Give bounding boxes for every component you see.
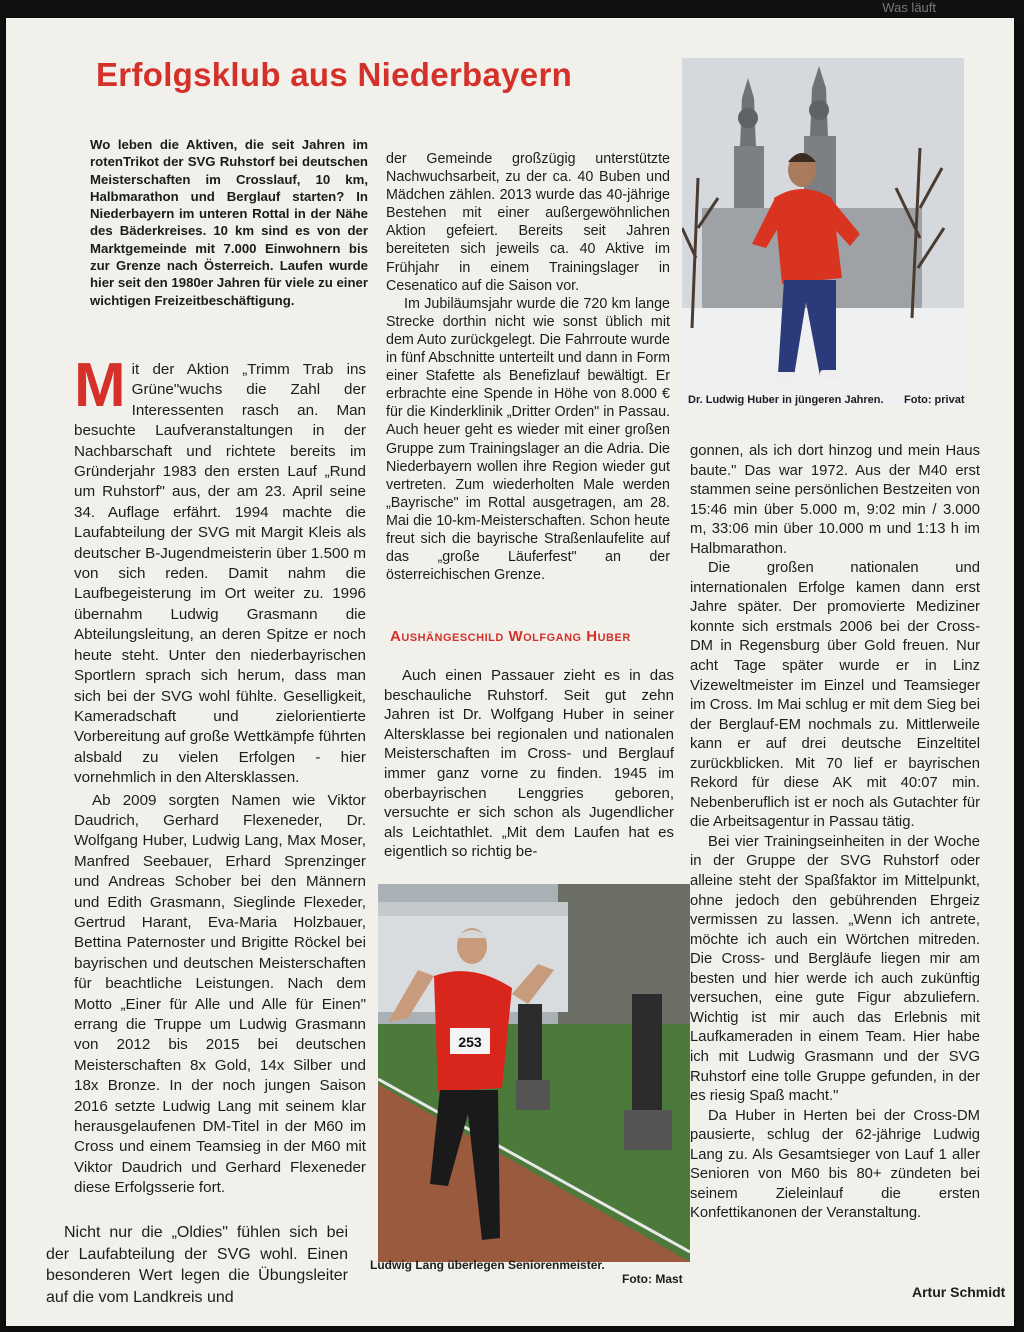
column-1-bottom bbox=[46, 1222, 348, 1308]
col3-paragraph-1: gonnen, als ich dort hinzog und mein Haus baute." Das war 1972. Aus der M40 erst stammen seine persönlichen Bestzeiten von 15:46 min über 5.000 m, 9:02 min / 3.000 m, 33:06 min über 10.000 m und 1:13 h im Halbmarathon. bbox=[690, 443, 980, 557]
intro-text: Wo leben die Aktiven, die seit Jahren im rotenTrikot der SVG Ruhstorf bei deutschen Meisterschaften im Crosslauf, 10 km, Halbmarathon und Berglauf starten? In Niederbayern im unteren Rottal in der Nähe des Bäderkreises. 10 km sind es von der Marktgemeinde mit 7.000 Einwohnern bis zur Grenze nach Österreich. Laufen wurde hier seit den 1980er Jahren für viele zu einer wichtigen Freizeitbeschäftigung. bbox=[90, 137, 368, 308]
photo-huber-young bbox=[682, 58, 964, 406]
drop-cap: M bbox=[74, 351, 126, 420]
col3-paragraph-4: Da Huber in Herten bei der Cross-DM pausierte, schlug der 62-jährige Ludwig Lang zu. Als Gesamtsieger von Lauf 1 aller Senioren von M60 bis 80+ zündeten bei seinem Zieleinlauf die ersten Konfettikanonen der Veranstaltung. bbox=[690, 1107, 980, 1222]
photo-huber-illustration bbox=[682, 58, 964, 406]
col3-paragraph-3: Bei vier Trainingseinheiten in der Woche in der Gruppe der SVG Ruhstorf oder alleine steht der Spaßfaktor im Mittelpunkt, ohne jedoch den gebührenden Ehrgeiz vermissen zu lassen. „Wenn ich antrete, möchte ich auch ein Wörtchen mitreden. Die Cross- und Bergläufe liegen mir am besten und hier werde ich auch zukünftig versuchen, eine gute Figur abzuliefern. Wichtig ist mir auch das Erlebnis mit Laufkameraden in einem Team. Hier habe ich mit Ludwig Grasmann und der SVG Ruhstorf eine tolle Gruppe gefunden, in der es riesig Spaß macht." bbox=[690, 833, 980, 1105]
column-2-bottom bbox=[384, 666, 674, 862]
col1-paragraph-3: Nicht nur die „Oldies" fühlen sich bei der Laufabteilung der SVG wohl. Einen besonderen Wert legen die Übungsleiter auf die vom Landkreis und bbox=[46, 1224, 348, 1306]
article-intro bbox=[90, 136, 368, 309]
col1-paragraph-1: it der Aktion „Trimm Trab ins Grüne"wuchs die Zahl der Interessenten rasch an. Man besuchte Laufveranstaltungen in der Nachbarschaft und richtete bereits im Gründerjahr 1983 den ersten Lauf „Rund um Ruhstorf" aus, der am 23. April seine 34. Auflage erfährt. 1994 machte die Laufabteilung der SVG mit Margit Kleis als deutscher B-Jugendmeisterin über 1.500 m von sich reden. Damit nahm die Laufbegeisterung im Ort weiter zu. 1996 übernahm Ludwig Grasmann die Abteilungsleitung, an deren Spitze er noch heute steht. Unter den niederbayrischen Sportlern sprach sich herum, dass man sich bei der SVG wohl fühlte. Geselligkeit, Kameradschaft und zielorientierte Vorbereitung auf große Wettkämpfe führten alsbald zu vielen Erfolgen - hier vornehmlich in den Altersklassen. bbox=[74, 361, 366, 787]
photo-top-caption: Dr. Ludwig Huber in jüngeren Jahren. bbox=[688, 394, 884, 406]
photo-top-credit: Foto: privat bbox=[904, 394, 965, 406]
col1-paragraph-2: Ab 2009 sorgten Namen wie Viktor Daudrich, Gerhard Flexeneder, Dr. Wolfgang Huber, Ludwig Lang, Max Moser, Manfred Seebauer, Erhard Sprenzinger und Andreas Schober bei den Männern und Edith Grasmann, Sieglinde Flexeder, Gertrud Harant, Eva-Maria Holzbauer, Bettina Paternoster und Brigitte Röckel bei bayrischen und deutschen Meisterschaften für beachtliche Leistungen. Nach dem Motto „Einer für Alle und Alle für Einen" errang die Truppe um Ludwig Grasmann von 2012 bis 2015 bei deutschen Meisterschaften 8x Gold, 14x Silber und 18x Bronze. In der noch jungen Saison 2016 setzte Ludwig Lang mit seinem klar herausgelaufenen DM-Titel in der M60 im Cross und einem Teamsieg in der M60 mit Viktor Daudrich und Gerhard Flexeneder diese Erfolgsserie fort. bbox=[74, 791, 366, 1197]
article-author: Artur Schmidt bbox=[912, 1284, 1006, 1300]
photo-mid-credit: Foto: Mast bbox=[622, 1272, 683, 1286]
col2-paragraph-2: Im Jubiläumsjahr wurde die 720 km lange Strecke dorthin nicht wie sonst üblich mit dem Auto zurückgelegt. Die Fahrroute wurde in fünf Abschnitte unterteilt und dann in Form einer Stafette als Benefizlauf bewältigt. Er erbrachte eine Spende in Höhe von 8.000 € für die Kinderklinik „Dritter Orden" in Passau. Auch heuer geht es wieder mit einer großen Gruppe zum Trainingslager an die Adria. Die Niederbayern wollen ihre Region wieder gut vertreten. Zum wiederholten Male werden „Bayrische" im Rottal ausgetragen, am 28. Mai die 10-km-Meisterschaften. Schon heute freut sich die bayrische Straßenlaufelite auf das „große Läuferfest" an der österreichischen Grenze. bbox=[386, 295, 670, 584]
section-subheading: Aushängeschild Wolfgang Huber bbox=[390, 628, 631, 645]
bib-number: 253 bbox=[458, 1034, 482, 1050]
column-1 bbox=[74, 351, 366, 1199]
col3-paragraph-2: Die großen nationalen und internationalen Erfolge kamen dann erst Jahre später. Der promovierte Mediziner konnte sich erstmals 2006 bei der Cross-DM in Regensburg über Gold freuen. Nur acht Tage später wurde er in Linz Vizeweltmeister im Einzel und Teamsieger im Cross. Im Mai schlug er mit dem Sieg bei der Berglauf-EM nochmals zu. Mittlerweile kann er auf drei deutsche Einzeltitel zurückblicken. Mit 70 lief er bayrischen Rekord für diese AK mit 40:07 min. Nebenberuflich ist er noch als Gutachter für die Arbeitsagentur in Passau tätig. bbox=[690, 560, 980, 831]
col2-paragraph-3: Auch einen Passauer zieht es in das beschauliche Ruhstorf. Seit gut zehn Jahren ist Dr. Wolfgang Huber in seiner Altersklasse bei regionalen und nationalen Meisterschaften im Cross- und Berglauf immer ganz vorne zu finden. 1945 im oberbayrischen Lenggries geboren, versuchte er sich schon als Jugendlicher als Leichtathlet. „Mit dem Laufen hat es eigentlich so richtig be- bbox=[384, 667, 674, 861]
photo-ludwig-lang bbox=[378, 884, 690, 1262]
magazine-page bbox=[6, 18, 1014, 1326]
section-header-label: Was läuft bbox=[882, 0, 936, 15]
column-3 bbox=[690, 442, 980, 1224]
photo-lang-illustration bbox=[378, 884, 690, 1262]
article-title: Erfolgsklub aus Niederbayern bbox=[96, 56, 573, 93]
col2-paragraph-1: der Gemeinde großzügig unterstützte Nachwuchsarbeit, zu der ca. 40 Buben und Mädchen zählen. 2013 wurde das 40-jährige Bestehen mit einer außergewöhnlichen Aktion gefeiert. Bereits seit Jahren bereiteten sich jeweils ca. 40 Aktive im Frühjahr in einem Trainingslager in Cesenatico auf die Saison vor. bbox=[386, 151, 670, 294]
photo-mid-caption: Ludwig Lang überlegen Seniorenmeister. bbox=[370, 1258, 605, 1272]
column-2 bbox=[386, 150, 670, 584]
top-strip bbox=[0, 0, 1024, 18]
